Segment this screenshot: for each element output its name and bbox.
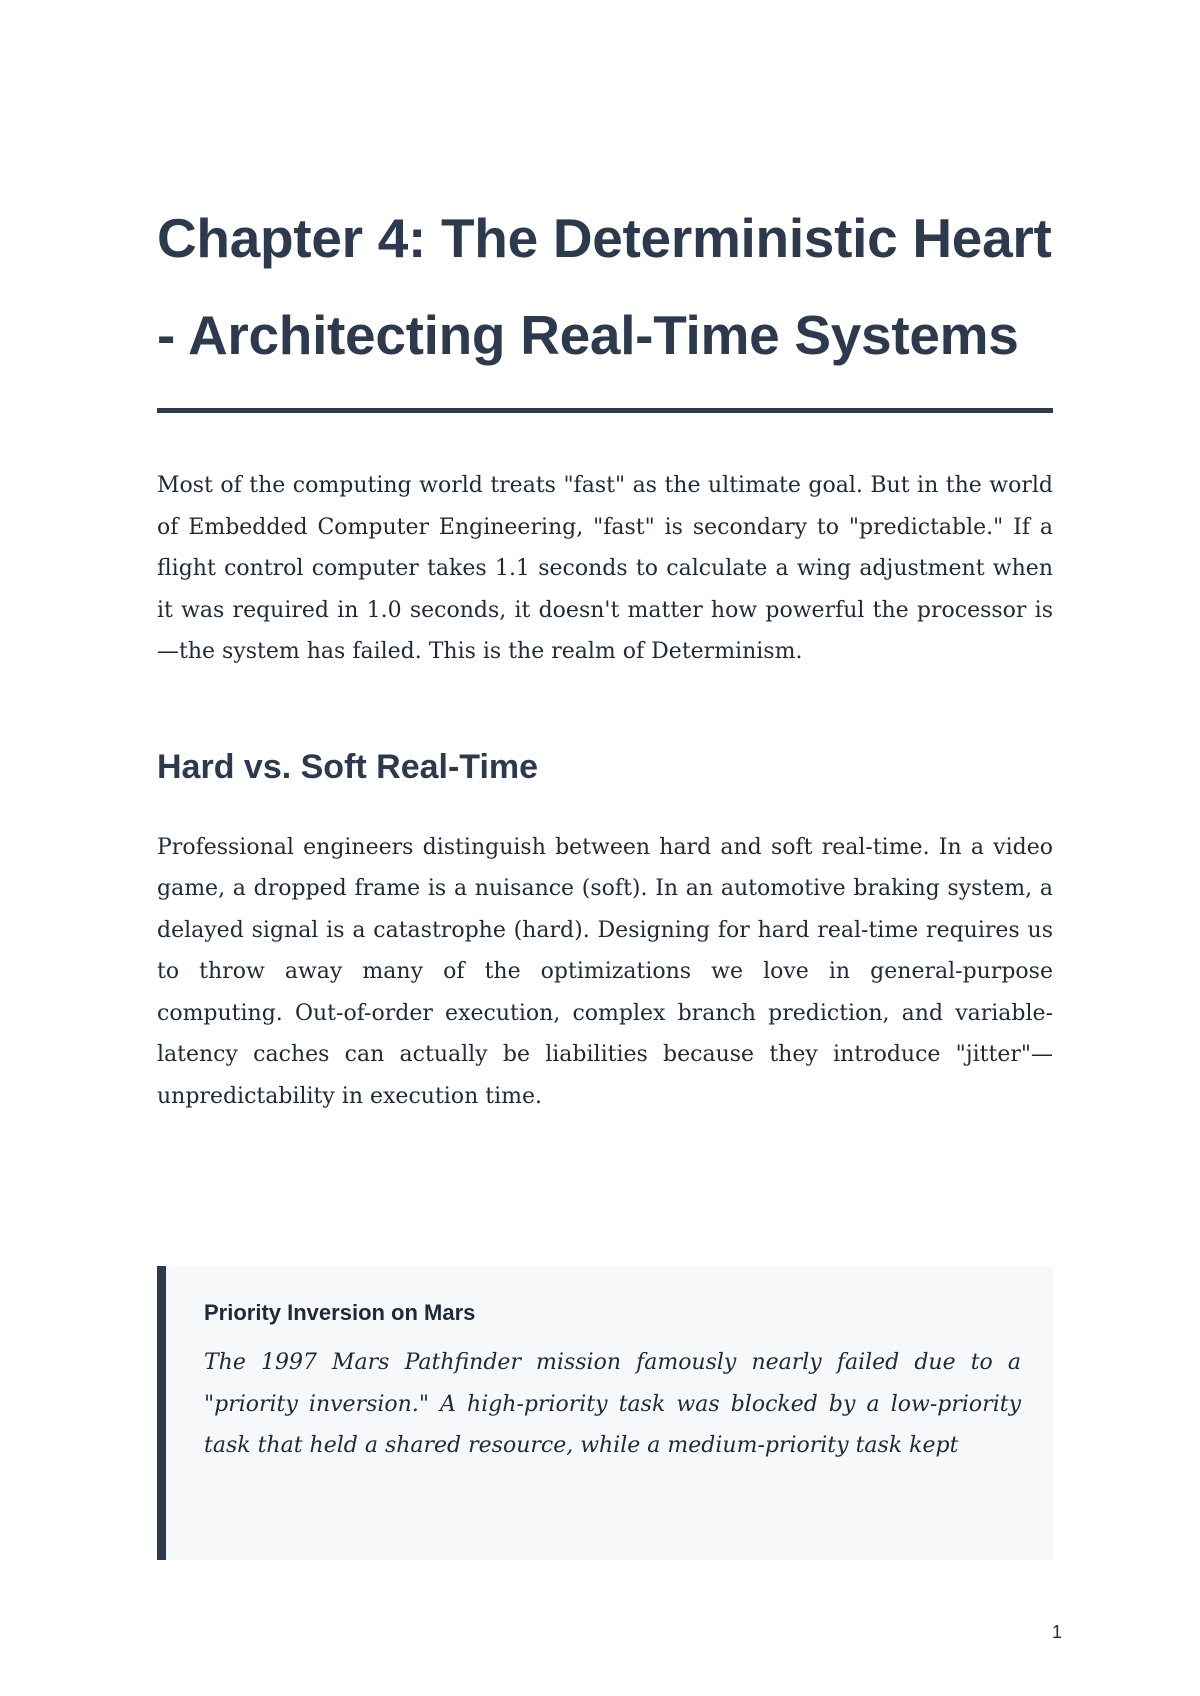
chapter-title: Chapter 4: The Deterministic Heart - Architecting Real-Time Systems xyxy=(157,207,1052,366)
page-number: 1 xyxy=(1051,1622,1062,1642)
document-page xyxy=(157,190,1053,1458)
section-heading: Hard vs. Soft Real-Time xyxy=(157,747,539,786)
title-divider xyxy=(157,408,1053,413)
callout-text: The 1997 Mars Pathfinder mission famously nearly failed due to a "priority inversion." A high-priority task was blocked by a low-priority task that held a shared resource, while a medium-priority task kept xyxy=(204,1350,1021,1458)
section-paragraph: Professional engineers distinguish between hard and soft real-time. In a video game, a dropped frame is a nuisance (soft). In an automotive braking system, a delayed signal is a catastrophe (hard). Designing for hard real-time requires us to throw away many of the optimizations we love in general-purpose computing. Out-of-order execution, complex branch prediction, and variable-latency caches can actually be liabilities because they introduce "jitter"—unpredictability in execution time. xyxy=(157,834,1053,1109)
callout-title: Priority Inversion on Mars xyxy=(204,1300,476,1325)
callout-box xyxy=(157,1266,1053,1560)
intro-paragraph: Most of the computing world treats "fast" as the ultimate goal. But in the world of Embedded Computer Engineering, "fast" is secondary to "predictable." If a flight control computer takes 1.1 seconds to calculate a wing adjustment when it was required in 1.0 seconds, it doesn't matter how powerful the processor is—the system has failed. This is the realm of Determinism. xyxy=(157,473,1053,664)
